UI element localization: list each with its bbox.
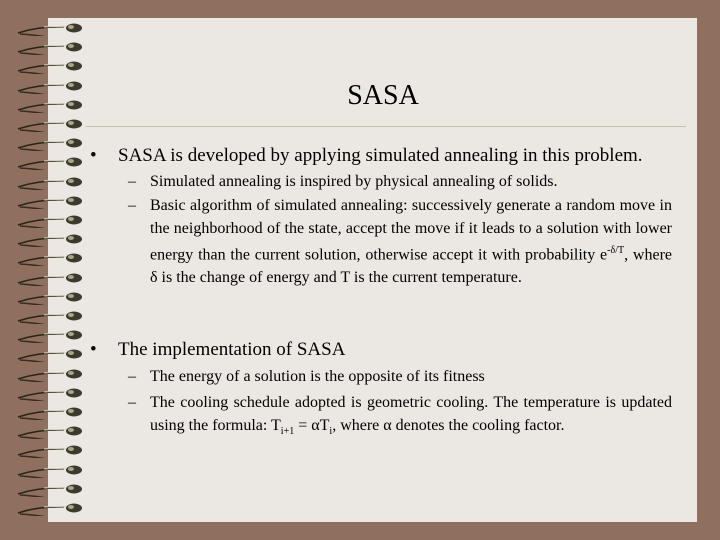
- bullet-text: The implementation of SASA: [118, 339, 346, 360]
- dash-symbol: –: [128, 394, 136, 411]
- spiral-ring-icon: [14, 425, 84, 437]
- subitem-1-1: [128, 171, 672, 194]
- spiral-ring-icon: [14, 137, 84, 149]
- spiral-ring-icon: [14, 348, 84, 360]
- spiral-ring-icon: [14, 329, 84, 341]
- spiral-ring-icon: [14, 22, 84, 34]
- bullet-symbol: •: [90, 145, 97, 166]
- subitem-2-1: [128, 366, 672, 389]
- spiral-ring-icon: [14, 464, 84, 476]
- subitem-text: The energy of a solution is the opposite of its fitness: [150, 368, 485, 385]
- spiral-ring-icon: [14, 387, 84, 399]
- spiral-ring-icon: [14, 233, 84, 245]
- spiral-ring-icon: [14, 291, 84, 303]
- bullet-text: SASA is developed by applying simulated annealing in this problem.: [118, 145, 643, 166]
- spiral-ring-icon: [14, 368, 84, 380]
- spiral-ring-icon: [14, 41, 84, 53]
- subitem-2-2: [128, 392, 672, 443]
- spiral-ring-icon: [14, 483, 84, 495]
- spiral-ring-icon: [14, 310, 84, 322]
- subitem-text: The cooling schedule adopted is geometric cooling. The temperature is updated using the formula: $T_{i+1} = \alpha T_i$, where α denotes the cooling factor.: [150, 394, 672, 437]
- spiral-ring-icon: [14, 406, 84, 418]
- slide-title: SASA: [347, 80, 419, 111]
- subitem-1-2: [128, 195, 672, 289]
- subitem-text: Simulated annealing is inspired by physical annealing of solids.: [150, 173, 558, 190]
- dash-symbol: –: [128, 368, 136, 385]
- spiral-ring-icon: [14, 60, 84, 72]
- spiral-ring-icon: [14, 252, 84, 264]
- dash-symbol: –: [128, 197, 136, 214]
- spiral-ring-icon: [14, 195, 84, 207]
- spiral-ring-icon: [14, 176, 84, 188]
- spiral-ring-icon: [14, 444, 84, 456]
- title-divider: [86, 126, 686, 127]
- spiral-ring-icon: [14, 502, 84, 514]
- bullet-symbol: •: [90, 339, 97, 360]
- spiral-ring-icon: [14, 118, 84, 130]
- subitem-text: Basic algorithm of simulated annealing: successively generate a random move in the neighborhood of the state, accept the move if it leads to a solution with lower energy than the current solution, otherwise accept it with probability $e^{-\delta/T}$, where δ is the change of energy and T is the current temperature.: [150, 197, 673, 286]
- spiral-ring-icon: [14, 272, 84, 284]
- dash-symbol: –: [128, 173, 136, 190]
- spiral-ring-icon: [14, 214, 84, 226]
- spiral-ring-icon: [14, 156, 84, 168]
